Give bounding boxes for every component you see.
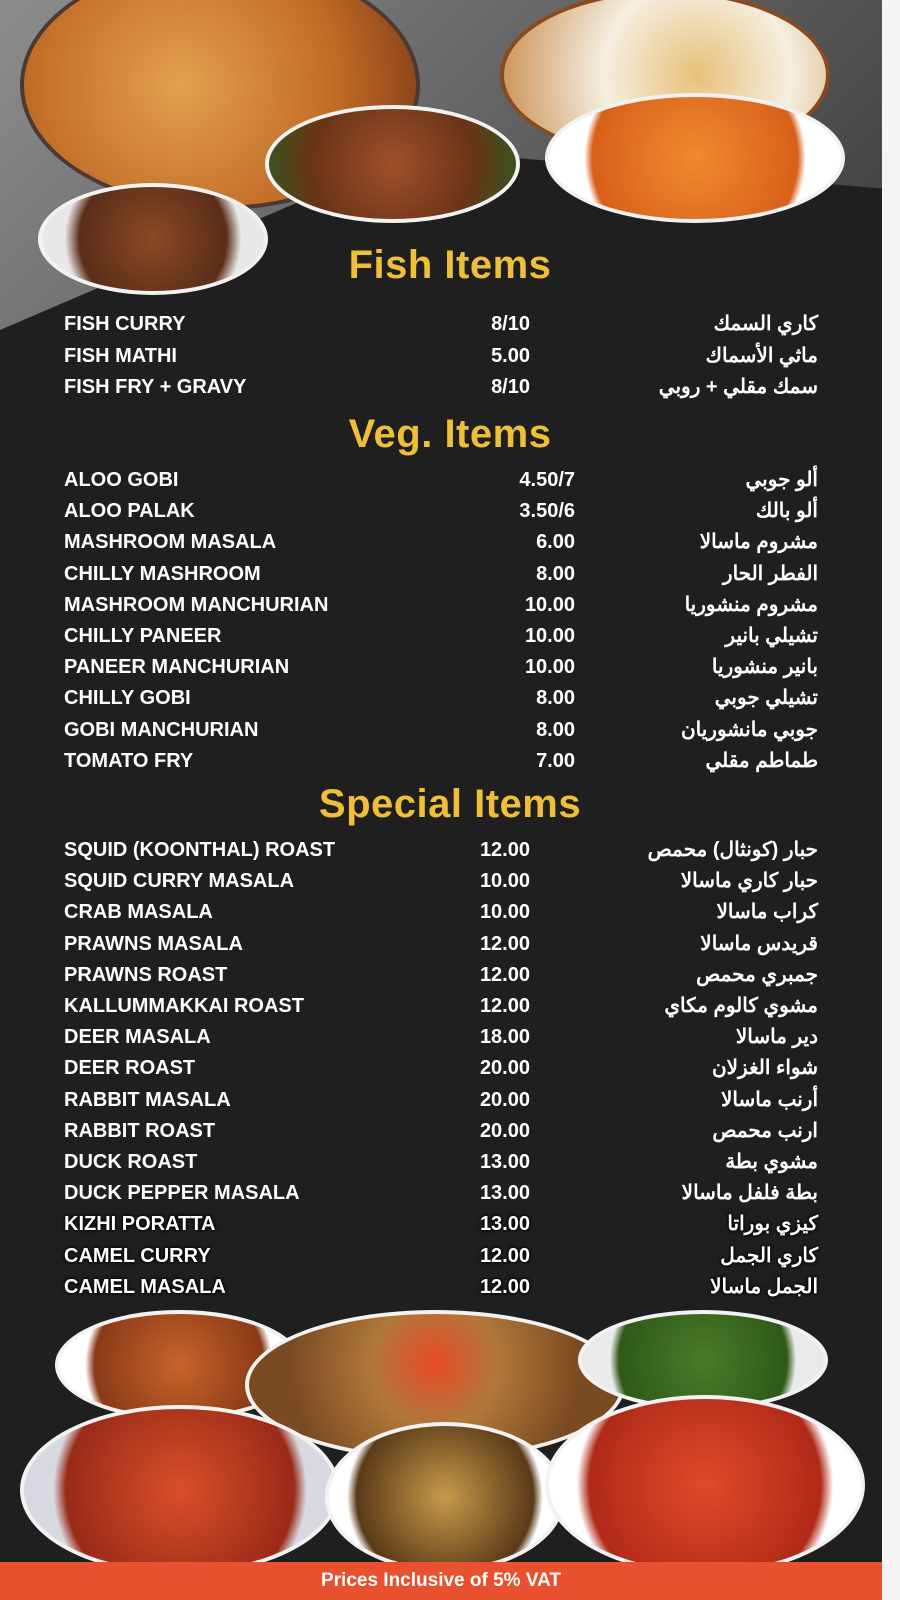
item-name-english: DEER MASALA (64, 1026, 211, 1049)
item-name-arabic: قريدس ماسالا (700, 932, 818, 955)
item-name-arabic: كراب ماسالا (716, 901, 818, 924)
item-name-english: CAMEL MASALA (64, 1275, 226, 1298)
item-name-english: CAMEL CURRY (64, 1244, 211, 1267)
item-name-english: RABBIT ROAST (64, 1119, 216, 1142)
item-name-arabic: دير ماسالا (735, 1026, 818, 1049)
item-name-arabic: تشيلي بانير (725, 625, 818, 647)
menu-item (0, 560, 900, 591)
menu-item (0, 373, 900, 404)
item-name-english: CHILLY GOBI (64, 687, 191, 710)
item-name-english: TOMATO FRY (64, 749, 194, 772)
item-name-english: FISH MATHI (64, 344, 177, 367)
menu-item (0, 653, 900, 684)
item-price: 20.00 (479, 1088, 530, 1111)
menu-item (0, 930, 900, 961)
item-name-english: KALLUMMAKKAI ROAST (64, 995, 304, 1017)
menu-item (0, 1148, 900, 1179)
item-price: 12.00 (479, 1275, 530, 1298)
food-photo-squid-curry (545, 1395, 865, 1575)
item-price: 6.00 (536, 531, 575, 554)
menu-item (0, 310, 900, 341)
item-name-arabic: جوبي مانشوريان (680, 718, 818, 741)
item-name-english: SQUID (KOONTHAL) ROAST (64, 839, 336, 861)
item-price: 10.00 (524, 593, 575, 616)
food-photo-grilled-fish (265, 105, 520, 223)
item-price: 8.00 (536, 562, 575, 585)
item-price: 12.00 (479, 932, 530, 955)
item-name-arabic: حبار كاري ماسالا (680, 870, 818, 893)
item-name-english: PRAWNS ROAST (64, 963, 228, 986)
menu-item (0, 684, 900, 715)
item-name-english: CRAB MASALA (64, 901, 213, 924)
item-name-arabic: كاري السمك (713, 313, 818, 335)
item-name-arabic: كيزي بوراتا (727, 1213, 818, 1236)
menu-item (0, 716, 900, 747)
item-name-english: CHILLY MASHROOM (64, 562, 261, 585)
item-name-arabic: مشوي بطة (725, 1151, 818, 1173)
item-price: 13.00 (479, 1213, 530, 1236)
item-price: 12.00 (479, 1244, 530, 1267)
item-price: 10.00 (524, 625, 575, 647)
item-name-arabic: سمك مقلي + روبي (658, 376, 818, 398)
menu-item (0, 992, 900, 1023)
item-name-english: FISH FRY + GRAVY (64, 376, 247, 398)
item-price: 13.00 (479, 1182, 530, 1205)
item-name-arabic: كاري الجمل (720, 1244, 818, 1267)
food-photo-fish-curry (545, 93, 845, 223)
item-name-arabic: الجمل ماسالا (710, 1275, 818, 1298)
menu-item (0, 1242, 900, 1273)
item-name-english: RABBIT MASALA (64, 1088, 231, 1111)
item-name-arabic: شواء الغزلان (711, 1057, 818, 1080)
item-name-english: MASHROOM MASALA (64, 531, 277, 554)
menu-item (0, 747, 900, 778)
item-name-arabic: أرنب ماسالا (720, 1088, 818, 1111)
item-name-arabic: الفطر الحار (722, 562, 818, 585)
item-price: 10.00 (479, 870, 530, 893)
item-name-arabic: طماطم مقلي (705, 749, 818, 772)
item-name-english: ALOO PALAK (64, 500, 195, 523)
item-price: 12.00 (479, 995, 530, 1017)
item-price: 12.00 (479, 839, 530, 861)
item-name-arabic: مشوي كالوم مكاي (664, 995, 818, 1017)
item-name-arabic: ماثي الأسماك (705, 344, 818, 367)
item-price: 8/10 (491, 313, 530, 335)
item-price: 10.00 (524, 656, 575, 679)
item-name-arabic: ألو جوبي (745, 469, 818, 491)
menu-item (0, 1054, 900, 1085)
item-name-english: PANEER MANCHURIAN (64, 656, 290, 679)
item-name-english: MASHROOM MANCHURIAN (64, 593, 329, 616)
item-name-arabic: جمبري محمص (696, 963, 818, 986)
menu-item (0, 961, 900, 992)
item-name-english: FISH CURRY (64, 313, 186, 335)
item-name-english: PRAWNS MASALA (64, 932, 243, 955)
item-name-english: DEER ROAST (64, 1057, 196, 1080)
item-price: 7.00 (536, 749, 575, 772)
item-name-arabic: حبار (كونثال) محمص (647, 839, 818, 861)
section-title: Fish Items (348, 243, 552, 287)
menu-item (0, 466, 900, 497)
menu-item (0, 497, 900, 528)
item-price: 8/10 (491, 376, 530, 398)
item-price: 20.00 (479, 1057, 530, 1080)
vat-notice-footer: Prices Inclusive of 5% VAT (0, 1562, 882, 1600)
item-name-english: DUCK ROAST (64, 1151, 198, 1173)
food-photo-squid-rings (325, 1422, 565, 1572)
menu-item (0, 528, 900, 559)
item-price: 5.00 (491, 344, 530, 367)
item-name-english: GOBI MANCHURIAN (64, 718, 259, 741)
item-price: 4.50/7 (519, 469, 575, 491)
section-title: Special Items (318, 782, 582, 826)
item-name-english: KIZHI PORATTA (64, 1213, 216, 1236)
menu-item (0, 1179, 900, 1210)
food-photo-crab (20, 1405, 340, 1575)
item-name-arabic: ألو بالك (755, 500, 818, 523)
item-price: 12.00 (479, 963, 530, 986)
item-name-arabic: مشروم منشوريا (684, 593, 818, 616)
menu-item (0, 898, 900, 929)
menu-item (0, 1023, 900, 1054)
menu-item (0, 1210, 900, 1241)
item-name-english: DUCK PEPPER MASALA (64, 1182, 300, 1205)
menu-item (0, 1086, 900, 1117)
menu-item (0, 836, 900, 867)
item-name-arabic: تشيلي جوبي (714, 687, 818, 710)
item-price: 20.00 (479, 1119, 530, 1142)
menu-item (0, 1117, 900, 1148)
item-price: 18.00 (479, 1026, 530, 1049)
item-name-arabic: ارنب محمص (712, 1119, 818, 1142)
menu-item (0, 867, 900, 898)
item-name-english: SQUID CURRY MASALA (64, 870, 295, 893)
item-price: 8.00 (536, 718, 575, 741)
section-title: Veg. Items (348, 412, 552, 456)
menu-item (0, 1273, 900, 1304)
item-name-arabic: مشروم ماسالا (699, 531, 818, 554)
item-name-arabic: بطة فلفل ماسالا (681, 1182, 818, 1205)
item-price: 10.00 (479, 901, 530, 924)
menu-item (0, 342, 900, 373)
menu-item (0, 591, 900, 622)
item-price: 13.00 (479, 1151, 530, 1173)
item-price: 3.50/6 (519, 500, 575, 523)
item-name-arabic: بانير منشوريا (711, 656, 818, 679)
item-name-english: ALOO GOBI (64, 469, 179, 491)
menu-item (0, 622, 900, 653)
item-name-english: CHILLY PANEER (64, 625, 222, 647)
item-price: 8.00 (536, 687, 575, 710)
